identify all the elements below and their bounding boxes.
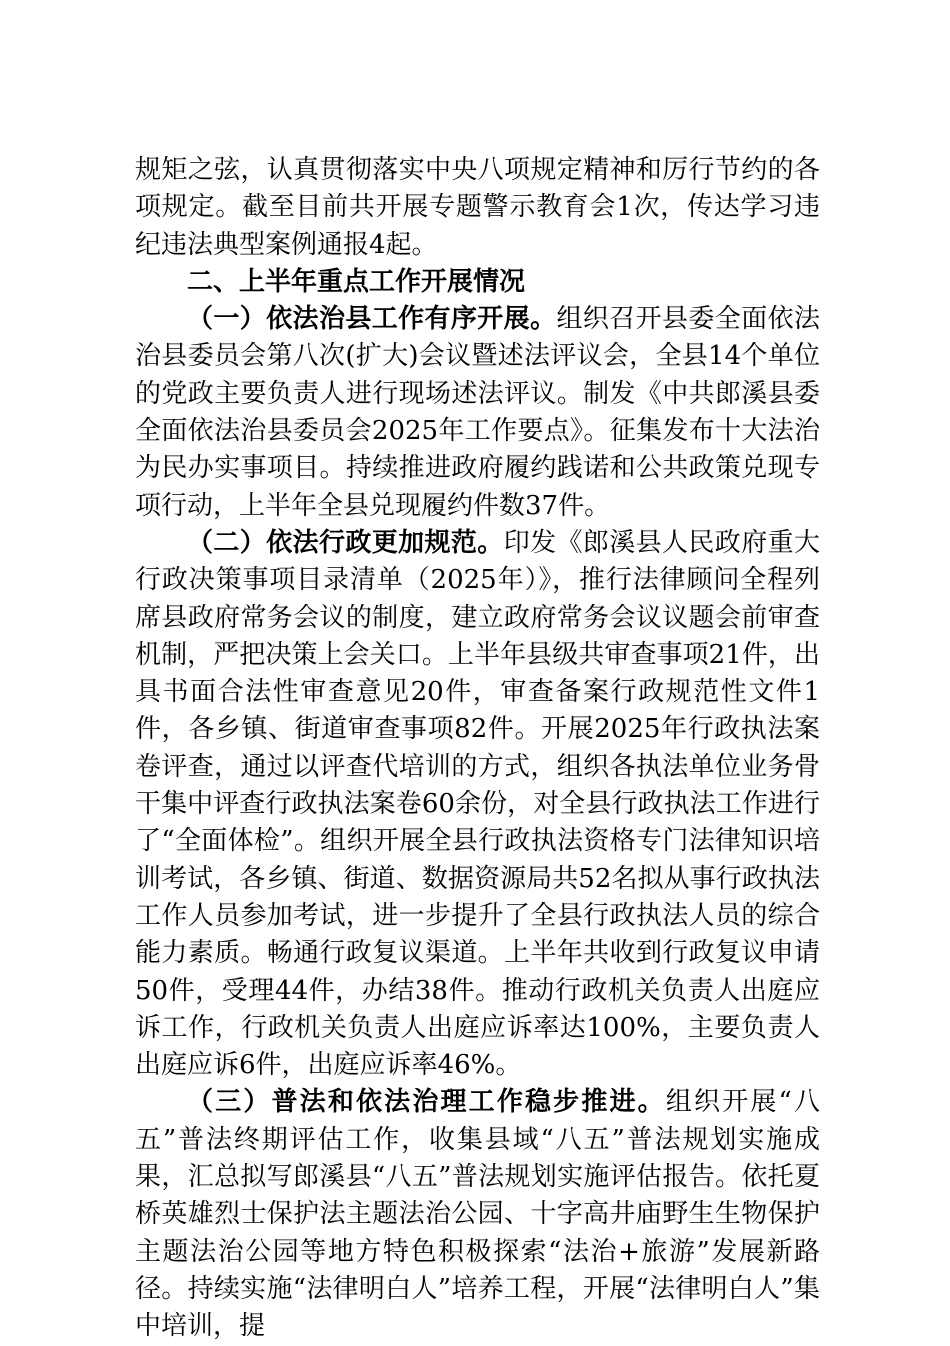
paragraph-text: 组织召开县委全面依法治县委员会第八次(扩大)会议暨述法评议会，全县14个单位的党政主要负责人进行现场述法评议。制发《中共郎溪县委全面依法治县委员会2025年工作要点》。征集发布十大法治为民办实事项目。持续推进政府履约践诺和公共政策兑现专项行动，上半年全县兑现履约件数37件。	[135, 304, 820, 521]
paragraph-lead: （一）依法治县工作有序开展。	[187, 304, 557, 335]
paragraph-text: 组织开展“八五”普法终期评估工作，收集县域“八五”普法规划实施成果，汇总拟写郎溪县“八五”普法规划实施评估报告。依托夏桥英雄烈士保护法主题法治公园、十字高井庙野生生物保护主题法治公园等地方特色积极探索“法治+旅游”发展新路径。持续实施“法律明白人”培养工程，开展“法律明白人”集中培训，提	[135, 1087, 820, 1342]
paragraph-administration-by-law	[135, 525, 820, 1084]
paragraph-lead: （二）依法行政更加规范。	[187, 527, 504, 558]
paragraph-text: 规矩之弦，认真贯彻落实中央八项规定精神和厉行节约的各项规定。截至目前共开展专题警示教育会1次，传达学习违纪违法典型案例通报4起。	[135, 155, 820, 260]
paragraph-law-popularization	[135, 1084, 820, 1345]
document-body	[135, 152, 820, 1346]
paragraph-lead: （三）普法和依法治理工作稳步推进。	[187, 1087, 666, 1118]
paragraph-continuation	[135, 152, 820, 264]
paragraph-text: 印发《郎溪县人民政府重大行政决策事项目录清单（2025年）》，推行法律顾问全程列席县政府常务会议的制度，建立政府常务会议议题会前审查机制，严把决策上会关口。上半年县级共审查事项21件，出具书面合法性审查意见20件，审查备案行政规范性文件1件，各乡镇、街道审查事项82件。开展2025年行政执法案卷评查，通过以评查代培训的方式，组织各执法单位业务骨干集中评查行政执法案卷60余份，对全县行政执法工作进行了“全面体检”。组织开展全县行政执法资格专门法律知识培训考试，各乡镇、街道、数据资源局共52名拟从事行政执法工作人员参加考试，进一步提升了全县行政执法人员的综合能力素质。畅通行政复议渠道。上半年共收到行政复议申请50件，受理44件，办结38件。推动行政机关负责人出庭应诉工作，行政机关负责人出庭应诉率达100%，主要负责人出庭应诉6件，出庭应诉率46%。	[135, 527, 820, 1081]
paragraph-rule-of-law-county	[135, 301, 820, 525]
section-heading: 二、上半年重点工作开展情况	[187, 266, 526, 297]
